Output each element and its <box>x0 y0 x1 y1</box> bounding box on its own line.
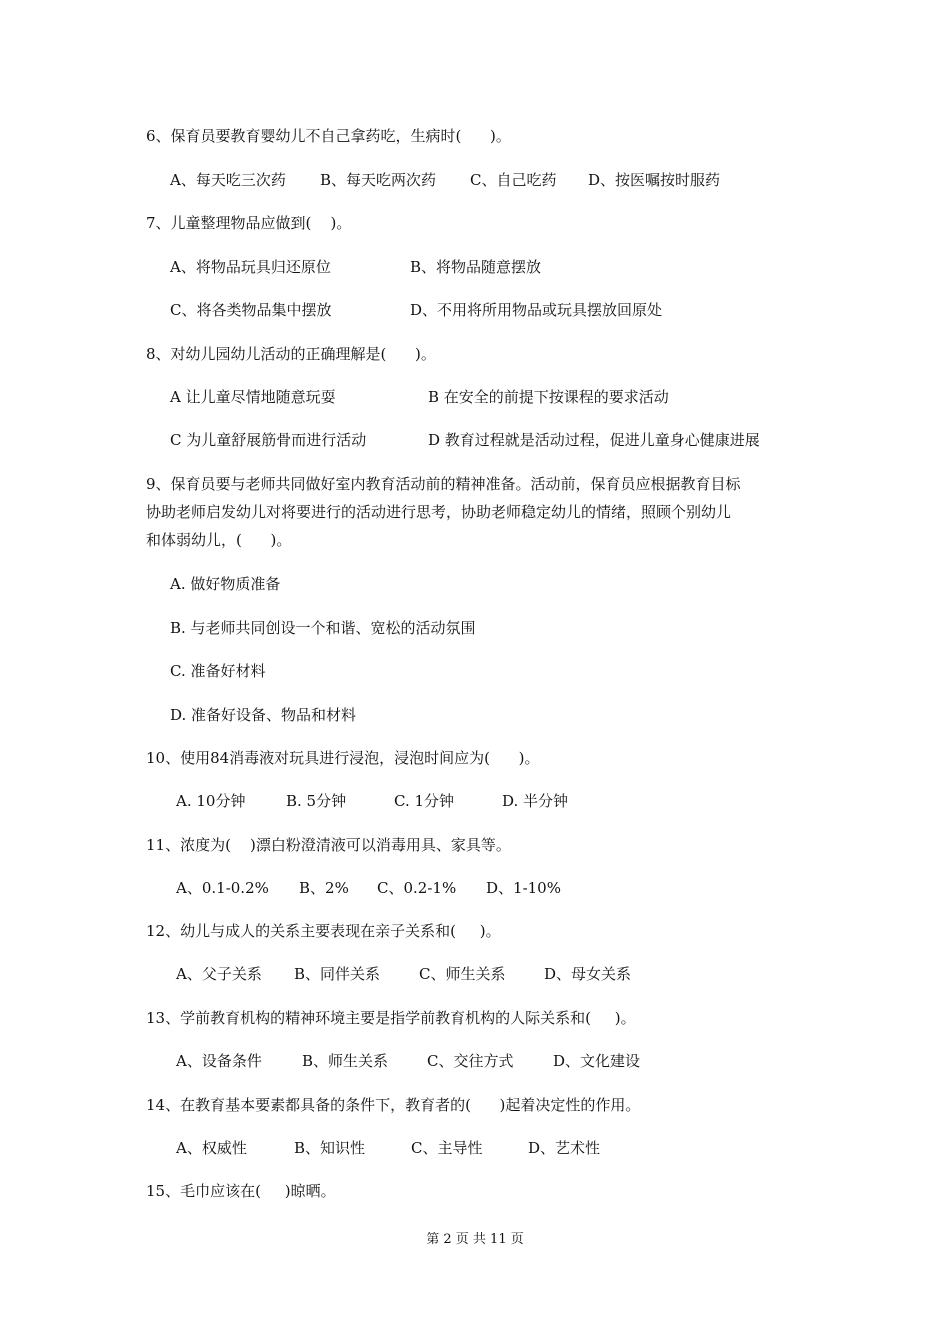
option: B. 与老师共同创设一个和谐、宽松的活动氛围 <box>170 619 476 637</box>
option: A、将物品玩具归还原位 <box>170 258 331 276</box>
option: D、1-10% <box>486 879 561 897</box>
question-12: 12、幼儿与成人的关系主要表现在亲子关系和( )。 <box>146 922 501 940</box>
question-9-line2: 协助老师启发幼儿对将要进行的活动进行思考，协助老师稳定幼儿的情绪，照顾个别幼儿 <box>146 503 732 521</box>
option: C、0.2-1% <box>377 879 457 897</box>
option: A、权威性 <box>176 1139 247 1157</box>
option: B、每天吃两次药 <box>320 171 437 189</box>
option: A 让儿童尽情地随意玩耍 <box>170 388 336 406</box>
question-15: 15、毛巾应该在( )晾晒。 <box>146 1182 336 1200</box>
option: C、交往方式 <box>427 1052 514 1070</box>
option: A. 做好物质准备 <box>170 575 281 593</box>
option: A、每天吃三次药 <box>170 171 286 189</box>
option: D. 半分钟 <box>502 792 569 810</box>
option: B 在安全的前提下按课程的要求活动 <box>428 388 669 406</box>
question-8: 8、对幼儿园幼儿活动的正确理解是( )。 <box>146 345 436 363</box>
option: C、将各类物品集中摆放 <box>170 301 332 319</box>
option: C 为儿童舒展筋骨而进行活动 <box>170 431 367 449</box>
option: C、主导性 <box>411 1139 483 1157</box>
question-10: 10、使用84消毒液对玩具进行浸泡，浸泡时间应为( )。 <box>146 749 540 767</box>
option: C. 准备好材料 <box>170 662 266 680</box>
option: A、设备条件 <box>176 1052 262 1070</box>
option: D、按医嘱按时服药 <box>588 171 721 189</box>
option: D、母女关系 <box>544 965 632 983</box>
option: D、不用将所用物品或玩具摆放回原处 <box>410 301 663 319</box>
question-13: 13、学前教育机构的精神环境主要是指学前教育机构的人际关系和( )。 <box>146 1009 636 1027</box>
question-9-line3: 和体弱幼儿，( )。 <box>146 531 292 549</box>
page-footer: 第 2 页 共 11 页 <box>426 1232 524 1247</box>
option: D 教育过程就是活动过程，促进儿童身心健康进展 <box>428 431 760 449</box>
option: A. 10分钟 <box>176 792 246 810</box>
option: C、师生关系 <box>419 965 506 983</box>
question-11: 11、浓度为( )漂白粉澄清液可以消毒用具、家具等。 <box>146 836 511 854</box>
question-6: 6、保育员要教育婴幼儿不自己拿药吃，生病时( )。 <box>146 127 511 145</box>
option: C、自己吃药 <box>470 171 557 189</box>
option: D、文化建设 <box>553 1052 641 1070</box>
option: B、同伴关系 <box>294 965 381 983</box>
option: B. 5分钟 <box>286 792 347 810</box>
question-7: 7、儿童整理物品应做到( )。 <box>146 214 352 232</box>
option: B、2% <box>299 879 349 897</box>
option: C. 1分钟 <box>394 792 455 810</box>
question-14: 14、在教育基本要素都具备的条件下，教育者的( )起着决定性的作用。 <box>146 1096 641 1114</box>
option: B、师生关系 <box>302 1052 389 1070</box>
option: A、父子关系 <box>176 965 262 983</box>
option: B、知识性 <box>294 1139 366 1157</box>
option: B、将物品随意摆放 <box>410 258 542 276</box>
question-9-line1: 9、保育员要与老师共同做好室内教育活动前的精神准备。活动前，保育员应根据教育目标 <box>146 475 741 493</box>
option: A、0.1-0.2% <box>176 879 269 897</box>
option: D. 准备好设备、物品和材料 <box>170 706 357 724</box>
option: D、艺术性 <box>528 1139 601 1157</box>
